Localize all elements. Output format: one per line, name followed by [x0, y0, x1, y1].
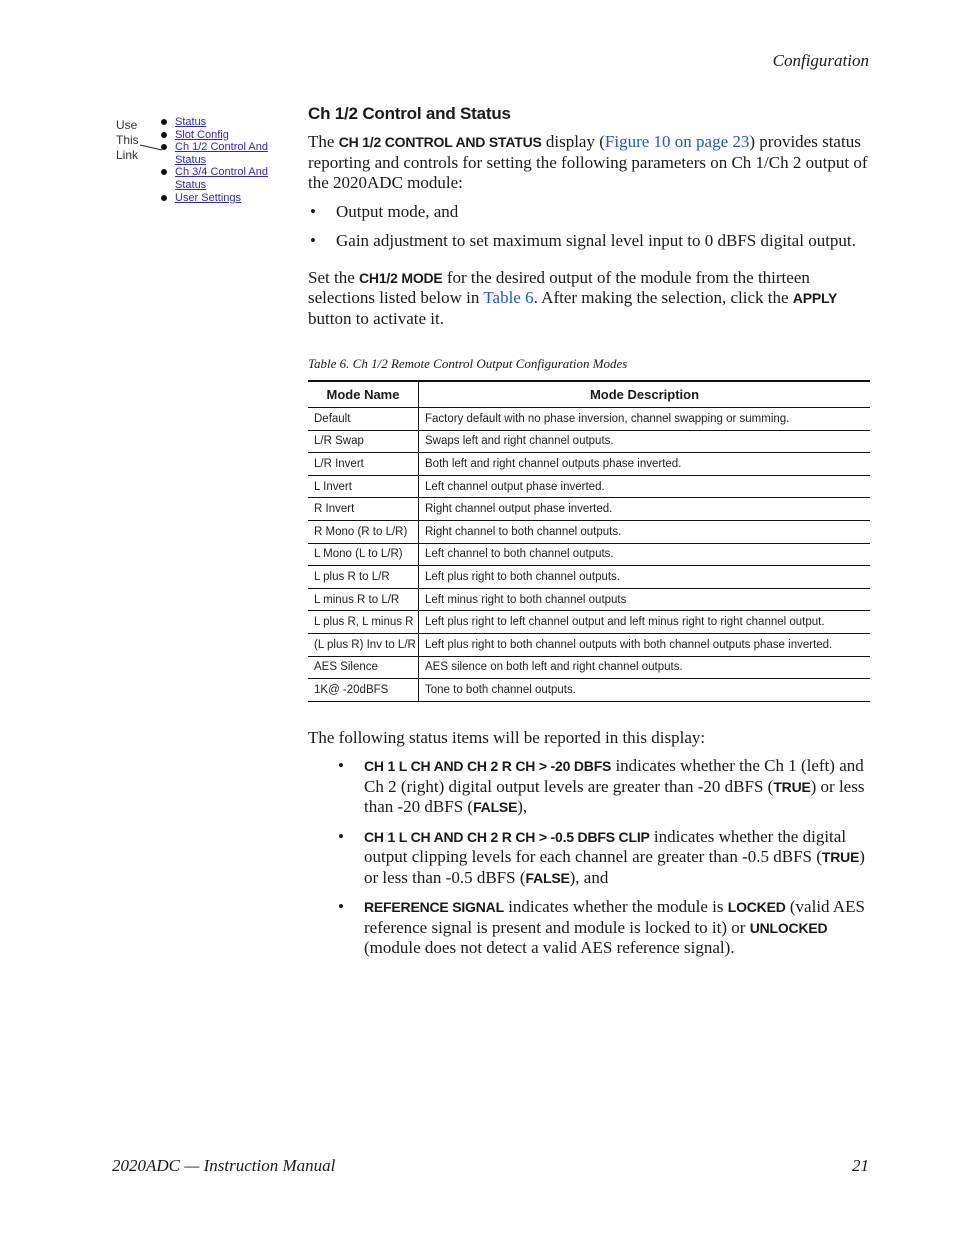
list-item: • Output mode, and [308, 202, 870, 223]
keyword: TRUE [821, 849, 860, 866]
table-row [308, 475, 870, 498]
page-number: 21 [852, 1156, 869, 1175]
nav-item-user-settings[interactable] [161, 192, 268, 205]
column-header: Mode Description [419, 381, 871, 408]
table-row [308, 543, 870, 566]
mode-description-cell: Factory default with no phase inversion, channel swapping or summing. [419, 408, 871, 431]
table-row [308, 430, 870, 453]
nav-link[interactable]: Slot Config [175, 128, 229, 141]
table-row [308, 656, 870, 679]
nav-link[interactable]: Status [175, 153, 207, 166]
mode-name-cell: Default [308, 408, 419, 431]
column-header: Mode Name [308, 381, 419, 408]
text: ) provides status reporting and controls for setting the following parameters on Ch 1/Ch 2 output of the 2020ADC module: [308, 132, 868, 192]
nav-item-ch12-control[interactable] [161, 141, 268, 166]
main-column [308, 104, 870, 968]
keyword: CH1/2 MODE [359, 269, 443, 286]
table-row [308, 453, 870, 476]
text: indicates whether the digital output clipping levels for each channel are greater than -0.5 dBFS ( [364, 826, 847, 867]
list-item [308, 897, 870, 959]
table-row [308, 611, 870, 634]
nav-link[interactable]: Status [175, 178, 207, 191]
mode-name-cell: R Mono (R to L/R) [308, 520, 419, 543]
nav-note-line: This [116, 133, 139, 147]
mode-description-cell: Left plus right to both channel outputs. [419, 566, 871, 589]
keyword: APPLY [792, 290, 838, 306]
parameter-list [308, 202, 870, 252]
text: for the desired output of the module from the thirteen selections listed below in [308, 267, 810, 307]
keyword: REFERENCE SIGNAL [364, 899, 504, 916]
figure-link[interactable]: Figure 10 on page 23 [604, 132, 750, 151]
mode-description-cell: Left plus right to left channel output and left minus right to right channel output. [419, 611, 871, 634]
nav-list [161, 116, 268, 204]
keyword: CH 1 L CH AND CH 2 R CH > -20 DBFS [364, 758, 612, 775]
mode-description-cell: Tone to both channel outputs. [419, 679, 871, 702]
nav-link[interactable]: User Settings [175, 191, 242, 204]
header-section-title: Configuration [772, 51, 869, 70]
nav-item-slot-config[interactable] [161, 129, 268, 142]
text: ), [517, 797, 528, 817]
mode-name-cell: R Invert [308, 498, 419, 521]
table-row [308, 588, 870, 611]
table-body [308, 408, 870, 702]
table-row [308, 633, 870, 656]
nav-note-line: Link [116, 148, 139, 162]
mode-name-cell: L Mono (L to L/R) [308, 543, 419, 566]
text: (valid AES reference signal is present and module is locked to it) or [364, 897, 865, 937]
keyword: UNLOCKED [749, 919, 828, 936]
text: (module does not detect a valid AES reference signal). [364, 938, 735, 958]
list-item: • Gain adjustment to set maximum signal level input to 0 dBFS digital output. [308, 231, 870, 252]
nav-link[interactable]: Status [175, 116, 207, 128]
table-link[interactable]: Table 6 [483, 288, 534, 307]
nav-item-status[interactable] [161, 116, 268, 129]
text: indicates whether the module is [503, 897, 728, 917]
mode-description-cell: Right channel to both channel outputs. [419, 520, 871, 543]
footer-manual-title: 2020ADC — Instruction Manual [112, 1156, 336, 1175]
mode-name-cell: L/R Swap [308, 430, 419, 453]
mode-description-cell: Left minus right to both channel outputs [419, 588, 871, 611]
nav-note-line: Use [116, 118, 138, 132]
text: The [308, 132, 339, 151]
text: ) or less than -20 dBFS ( [364, 776, 865, 817]
keyword: CH 1/2 CONTROL AND STATUS [338, 134, 542, 150]
mode-description-cell: Left channel to both channel outputs. [419, 543, 871, 566]
table-row [308, 498, 870, 521]
nav-link[interactable]: Ch 3/4 Control And [175, 166, 268, 179]
table-header-row [308, 381, 870, 408]
keyword: FALSE [525, 869, 570, 886]
table-row [308, 566, 870, 589]
mode-name-cell: L Invert [308, 475, 419, 498]
keyword: LOCKED [727, 899, 786, 916]
list-item [308, 756, 870, 818]
mode-name-cell: L/R Invert [308, 453, 419, 476]
mode-name-cell: (L plus R) Inv to L/R [308, 633, 419, 656]
mode-description-cell: Left plus right to both channel outputs with both channel outputs phase inverted. [419, 633, 871, 656]
list-item [308, 827, 870, 889]
mode-description-cell: Left channel output phase inverted. [419, 475, 871, 498]
table-caption: Table 6. Ch 1/2 Remote Control Output Configuration Modes [308, 356, 628, 371]
mode-description-cell: Right channel output phase inverted. [419, 498, 871, 521]
text: ), and [569, 867, 609, 887]
table-row [308, 408, 870, 431]
keyword: CH 1 L CH AND CH 2 R CH > -0.5 DBFS CLIP [364, 828, 650, 845]
mode-name-cell: AES Silence [308, 656, 419, 679]
mode-description-cell: Swaps left and right channel outputs. [419, 430, 871, 453]
text: display ( [541, 132, 605, 151]
mode-name-cell: L plus R, L minus R [308, 611, 419, 634]
mode-name-cell: L plus R to L/R [308, 566, 419, 589]
keyword: TRUE [773, 778, 811, 795]
modes-table [308, 380, 870, 702]
mode-paragraph [308, 268, 870, 330]
status-intro: The following status items will be reported in this display: [308, 727, 706, 747]
status-list [308, 756, 870, 959]
nav-link[interactable]: Ch 1/2 Control And [175, 141, 268, 154]
mode-name-cell: L minus R to L/R [308, 588, 419, 611]
intro-paragraph [308, 132, 870, 194]
text: button to activate it. [308, 308, 444, 328]
text: . After making the selection, click the [533, 288, 793, 307]
table-row [308, 679, 870, 702]
text: Set the [308, 267, 359, 287]
nav-note [116, 118, 139, 163]
section-title: Ch 1/2 Control and Status [308, 104, 511, 123]
nav-illustration [116, 116, 286, 208]
nav-item-ch34-control[interactable] [161, 166, 268, 191]
text: indicates whether the Ch 1 (left) and Ch 2 (right) digital output levels are greater than -20 dBFS ( [364, 756, 864, 796]
mode-description-cell: Both left and right channel outputs phase inverted. [419, 453, 871, 476]
text: ) or less than -0.5 dBFS ( [364, 847, 865, 887]
mode-name-cell: 1K@ -20dBFS [308, 679, 419, 702]
table-row [308, 520, 870, 543]
mode-description-cell: AES silence on both left and right channel outputs. [419, 656, 871, 679]
keyword: FALSE [473, 799, 518, 816]
